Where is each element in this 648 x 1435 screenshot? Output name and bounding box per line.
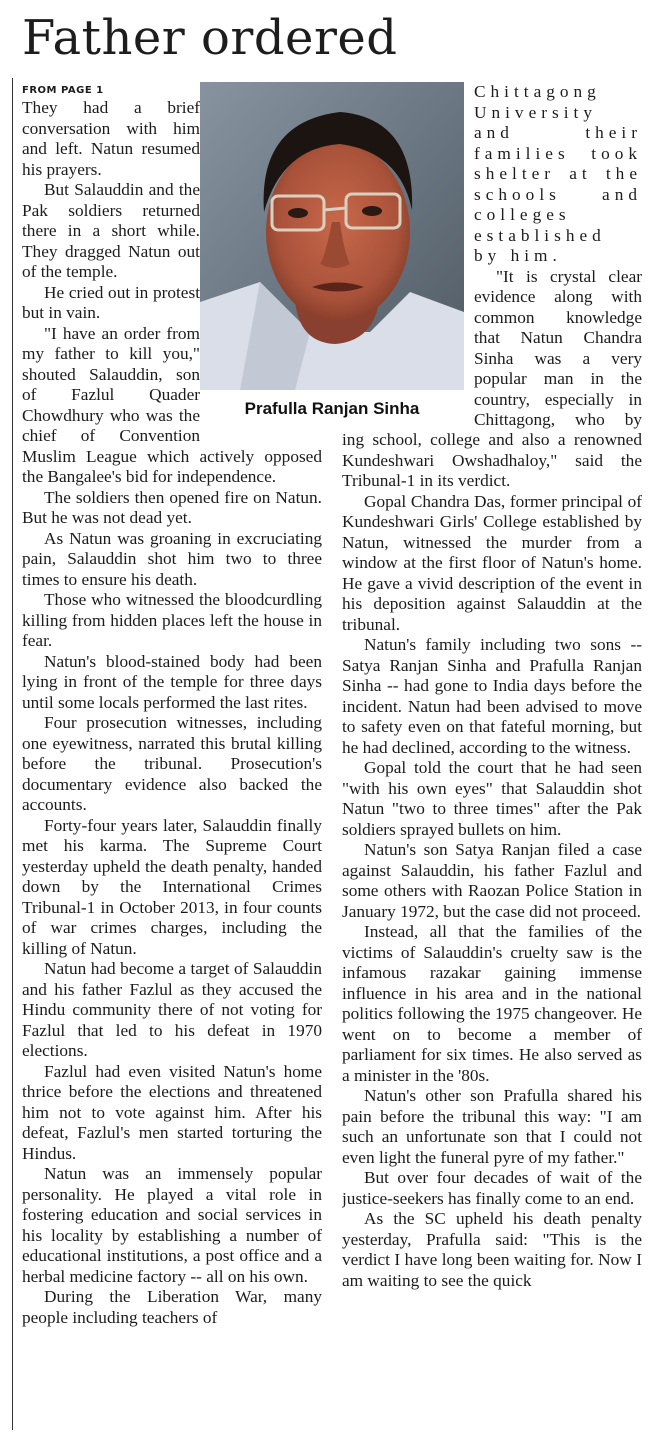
- paragraph: "It is crystal clear evidence along with common knowledge that Natun Chandra Sinha was a very popular man in the country, especially in Chittagong, who by: [474, 266, 642, 429]
- paragraph: Natun's other son Prafulla shared his pain before the tribunal this way: "I am such an unfortunate son that I could not even light the funeral pyre of my father.": [342, 1086, 642, 1167]
- paragraph: But Salauddin and the Pak soldiers returned there in a short while. They dragged Natun out of the temple.: [22, 180, 200, 281]
- paragraph: Natun's son Satya Ranjan filed a case against Salauddin, his father Fazlul and some others with Raozan Police Station in January 1972, but the case did not proceed.: [342, 840, 642, 921]
- article-column-2-top: [474, 82, 642, 432]
- paragraph: ing school, college and also a renowned Kundeshwari Owshadhaloy," said the Tribunal-1 in its verdict.: [342, 430, 642, 490]
- paragraph: Gopal Chandra Das, former principal of Kundeshwari Girls' College established by Natun, witnessed the murder from a window at the first floor of Natun's home. He gave a vivid description of the event in his deposition against Salauddin at the tribunal.: [342, 491, 642, 634]
- paragraph: Natun was an immensely popular personality. He played a vital role in fostering education and social services in his locality by establishing a number of educational institutions, a post office and a herbal medicine factory -- all on his own.: [22, 1164, 322, 1286]
- left-column-rule: [12, 78, 13, 1430]
- paragraph: Instead, all that the families of the victims of Salauddin's cruelty saw is the infamous razakar gaining immense influence in his area and in the national politics following the 1975 changeover. He went on to become a member of parliament for six times. He also served as a minister in the '80s.: [342, 922, 642, 1085]
- right-eye: [362, 206, 382, 216]
- paragraph: Natun's family including two sons -- Satya Ranjan Sinha and Prafulla Ranjan Sinha -- had gone to India days before the incident. Natun had been advised to move to safety even on that fateful morning, but he had declined, according to the witness.: [342, 635, 642, 757]
- portrait-photo: [200, 82, 464, 390]
- paragraph: Natun had become a target of Salauddin and his father Fazlul as they accused the Hindu community there of not voting for Fazlul that led to his defeat in 1970 elections.: [22, 959, 322, 1060]
- paragraph: But over four decades of wait of the justice-seekers has finally come to an end.: [342, 1168, 642, 1208]
- paragraph: Those who witnessed the bloodcurdling killing from hidden places left the house in fear.: [22, 590, 322, 650]
- continued-from-label: FROM PAGE 1: [22, 85, 104, 96]
- paragraph: Chittagong University and their families took shelter at the schools and colleges established by him.: [474, 82, 642, 265]
- paragraph: During the Liberation War, many people including teachers of: [22, 1287, 322, 1327]
- paragraph: Gopal told the court that he had seen "with his own eyes" that Salauddin shot Natun "two to three times" after the Pak soldiers sprayed bullets on him.: [342, 758, 642, 839]
- paragraph: He cried out in protest but in vain.: [22, 282, 200, 322]
- paragraph: They had a brief conversation with him and left. Natun resumed his prayers.: [22, 98, 200, 179]
- paragraph: Forty-four years later, Salauddin finally met his karma. The Supreme Court yesterday upheld the death penalty, handed down by the International Crimes Tribunal-1 in October 2013, in four counts of war crimes charges, including the killing of Natun.: [22, 815, 322, 958]
- paragraph: "I have an order from my father to kill you," shouted Salauddin, son of Fazlul Quader Chowdhury who was the chief of Convention Muslim League which actively opposed the Bangalee's bid for independence.: [22, 323, 322, 486]
- photo-block: [200, 82, 464, 428]
- paragraph: Fazlul had even visited Natun's home thrice before the elections and threatened him not to vote against him. After his defeat, Fazlul's men started torturing the Hindus.: [22, 1061, 322, 1163]
- photo-caption: Prafulla Ranjan Sinha: [244, 399, 420, 418]
- headline: Father ordered: [22, 10, 398, 66]
- paragraph: Natun's blood-stained body had been lying in front of the temple for three days until some locals performed the last rites.: [22, 651, 322, 712]
- paragraph: As the SC upheld his death penalty yesterday, Prafulla said: "This is the verdict I have long been waiting for. Now I am waiting to see the quick: [342, 1209, 642, 1290]
- left-eye: [288, 208, 308, 218]
- paragraph: As Natun was groaning in excruciating pain, Salauddin shot him two to three times to ensure his death.: [22, 528, 322, 589]
- article-column-2: [342, 430, 642, 1430]
- paragraph: The soldiers then opened fire on Natun. But he was not dead yet.: [22, 487, 322, 527]
- paragraph: Four prosecution witnesses, including one eyewitness, narrated this brutal killing before the tribunal. Prosecution's documentary evidence also backed the accounts.: [22, 713, 322, 814]
- portrait-illustration: [200, 82, 464, 390]
